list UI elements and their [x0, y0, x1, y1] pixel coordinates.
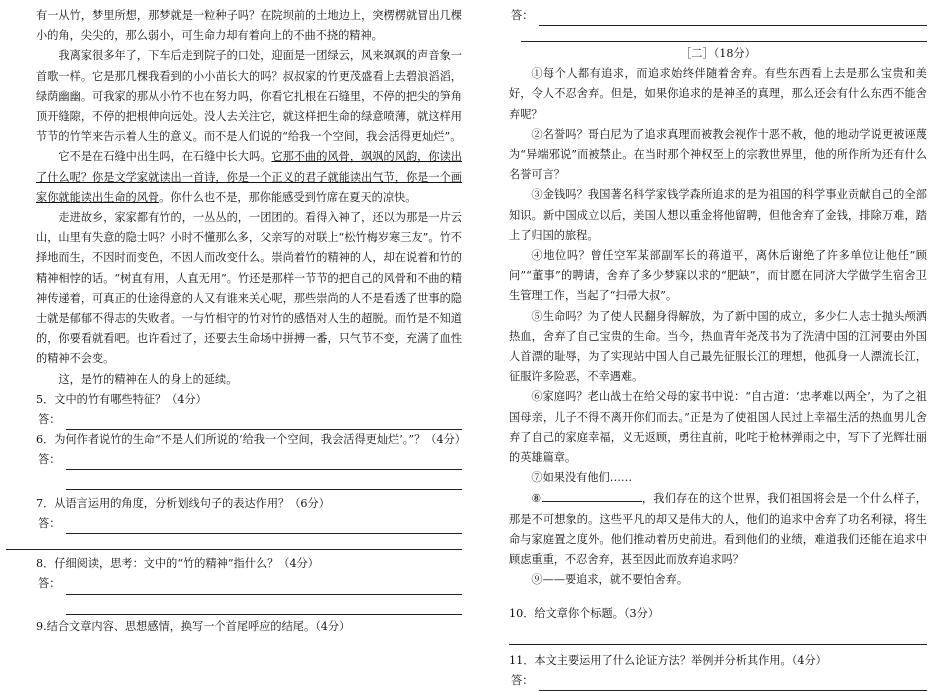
passage-text: 。你什么也不是，那你能感受到竹席在夏天的凉快。 [159, 190, 417, 204]
passage-paragraph: 有一从竹，梦里所想，那梦就是一粒种子吗？在院坝前的土地边上，突楞楞就冒出几棵小的角，尖尖的，那么弱小，可生命力却有着向上的不曲不挠的精神。 [36, 9, 462, 43]
passage-paragraph: ⑤生命吗？为了使人民翻身得解放，为了新中国的成立，多少仁人志士抛头颅洒热血，舍弃了自己宝贵的生命。当今，热血青年尧茂书为了洗清中国的江河要由外国人首漂的耻辱，为了实现站中国人自己最先征服长江的理想，他孤身一人漂流长江，征服许多险恶，不幸遇难。 [509, 309, 927, 384]
answer-label: 答： [511, 8, 534, 22]
answer-label: 答： [38, 412, 61, 426]
answer-label: 答： [38, 453, 61, 467]
passage-paragraph: ⑦如果没有他们…… [531, 471, 633, 485]
answer-label: 答： [38, 577, 61, 591]
right-column [509, 6, 927, 691]
passage-paragraph: ⑥家庭吗？老山战士在给父母的家书中说：“自古道：‘忠孝难以两全’，为了之祖国母亲，儿子不得不离开你们而去。”正是为了使祖国人民过上幸福生活的热血男儿舍弃了自己的家庭幸福，义无返顾，勇往直前，叱咤于枪林弹雨之中，写下了光辉壮丽的英雄篇章。 [509, 390, 927, 465]
question-6: 6．为何作者说竹的生命“不是人们所说的‘给我一个空间，我会活得更灿烂’。”？（4分） [36, 433, 466, 447]
fill-in-blank[interactable] [542, 488, 642, 502]
passage-paragraph: ②名誉吗？哥白尼为了追求真理而被教会视作十恶不赦，他的地动学说更被诬蔑为“异端邪说”而被禁止。在当时那个神权至上的宗教世界里，他的所作所为还有什么名誉可言？ [509, 127, 927, 182]
section-title: ［二］（18分） [680, 47, 756, 60]
answer-line[interactable] [66, 599, 462, 615]
passage-paragraph: ⑨——要追求，就不要怕舍弃。 [531, 573, 689, 587]
answer-row[interactable] [509, 6, 927, 26]
answer-row[interactable] [509, 671, 927, 691]
passage-paragraph [36, 147, 462, 208]
answer-line[interactable] [66, 518, 462, 534]
passage-paragraph: 这，是竹的精神在人的身上的延续。 [58, 372, 238, 386]
answer-row[interactable] [36, 595, 462, 615]
answer-line[interactable] [521, 26, 927, 42]
answer-row[interactable] [36, 410, 462, 430]
answer-row[interactable] [36, 575, 462, 595]
answer-row[interactable] [36, 450, 462, 470]
passage-paragraph: ①每个人都有追求，而追求始终伴随着舍弃。有些东西看上去是那么宝贵和美好，令人不忍舍弃。但是，如果你追求的是神圣的真理，那么还会有什么东西不能舍弃呢？ [509, 67, 927, 121]
answer-line[interactable] [509, 629, 927, 645]
answer-label: 答： [38, 517, 61, 531]
question-10: 10．给文章你个标题。（3分） [509, 607, 660, 621]
answer-line[interactable] [66, 474, 462, 490]
question-9: 9.结合文章内容、思想感情，换写一个首尾呼应的结尾。（4分） [36, 619, 351, 633]
answer-line[interactable] [6, 534, 462, 550]
passage-paragraph: ③金钱吗？我国著名科学家钱学森所追求的是为祖国的科学事业贡献自己的全部知识。新中国成立以后，美国人想以重金将他留聘，但他舍弃了金钱，排除万难，踏上了归国的旅程。 [509, 188, 927, 242]
passage-text: ，我们存在的这个世界，我们祖国将会是一个什么样子，那是不可想象的。这些平凡的却又是伟大的人，他们的追求中舍弃了功名利禄，将生命与家庭置之度外。他们推动着历史前进。看到他们的业绩，难道我们还能在追求中顾虑重重，不忍舍弃，甚至因此而放弃追求吗？ [509, 492, 927, 567]
paragraph-number: ⑧ [531, 492, 542, 506]
passage-paragraph: 我离家很多年了，下车后走到院子的口处，迎面是一团绿云，风来飒飒的声音象一首歌一样。它是那几棵我看到的小小苗长大的吗？叔叔家的竹更茂盛看上去碧浪滔滔，绿荫幽幽。可我家的那从小竹不也在努力吗，你看它扎根在石缝里，不停的把尖的笋角顶开缝隙，不停的把根伸向远处。没人去关注它，就这样把生命的绿意喷薄，就这样用节节的竹竿来告示着人生的意义。而不是人们说的“给我一个空间，我会活得更灿烂”。 [36, 49, 462, 144]
passage-paragraph [509, 488, 927, 570]
question-11: 11．本文主要运用了什么论证方法？举例并分析其作用。（4分） [509, 653, 827, 667]
left-column [36, 6, 466, 637]
answer-line[interactable] [66, 454, 462, 470]
answer-row[interactable] [36, 514, 462, 534]
answer-line[interactable] [66, 579, 462, 595]
underlined-sentence: 它那不曲的风骨，飒飒的风韵，你读出了什么呢？你是文学家就读出一首诗，你是一个正义的君子就能读出气节，你是一个画家你就能读出生命的风骨 [36, 150, 462, 204]
answer-row[interactable] [36, 470, 462, 490]
question-8: 8．仔细阅读，思考：文中的“竹的精神”指什么？（4分） [36, 557, 319, 571]
passage-text: 它不是在石缝中出生吗，在石缝中长大吗。 [58, 150, 272, 164]
question-5: 5．文中的竹有哪些特征？（4分） [36, 392, 207, 406]
answer-line[interactable] [66, 414, 462, 430]
answer-line[interactable] [539, 675, 927, 691]
passage-paragraph: ④地位吗？曾任空军某部副军长的蒋道平，离休后谢绝了许多单位让他任“顾问”“董事”的聘请，舍弃了多少梦寐以求的“肥缺”，而甘愿在同济大学做学生宿舍卫生管理工作，当起了“扫帚大叔”。 [509, 249, 927, 303]
answer-label: 答： [511, 673, 534, 687]
answer-line[interactable] [539, 10, 927, 26]
question-7: 7．从语言运用的角度，分析划线句子的表达作用？（6分） [36, 497, 330, 511]
passage-paragraph: 走进故乡，家家都有竹的，一丛丛的，一团团的。看得入神了，还以为那是一片云山，山里有失意的隐士吗？小时不懂那么多，父亲写的对联上“松竹梅岁寒三友”。竹不择地而生，不因时而变色，不因人而改变什么。崇尚着竹的精神的人，却在说着和竹的精神相悖的话。“树直有用，人直无用”。竹还是那样一节节的把自己的风骨和不曲的精神传递着，可真正的仕途得意的人又有谁来关心呢，那些崇尚的人不是看透了世事的隐士就是郁郁不得志的失败者。一与竹相守的竹对竹的感悟对人生的超脱。而竹是不知道的，你要看就看吧。也许看过了，还要去生命场中拼搏一番，只气节不变，充满了血性的精神不会变。 [36, 211, 462, 366]
